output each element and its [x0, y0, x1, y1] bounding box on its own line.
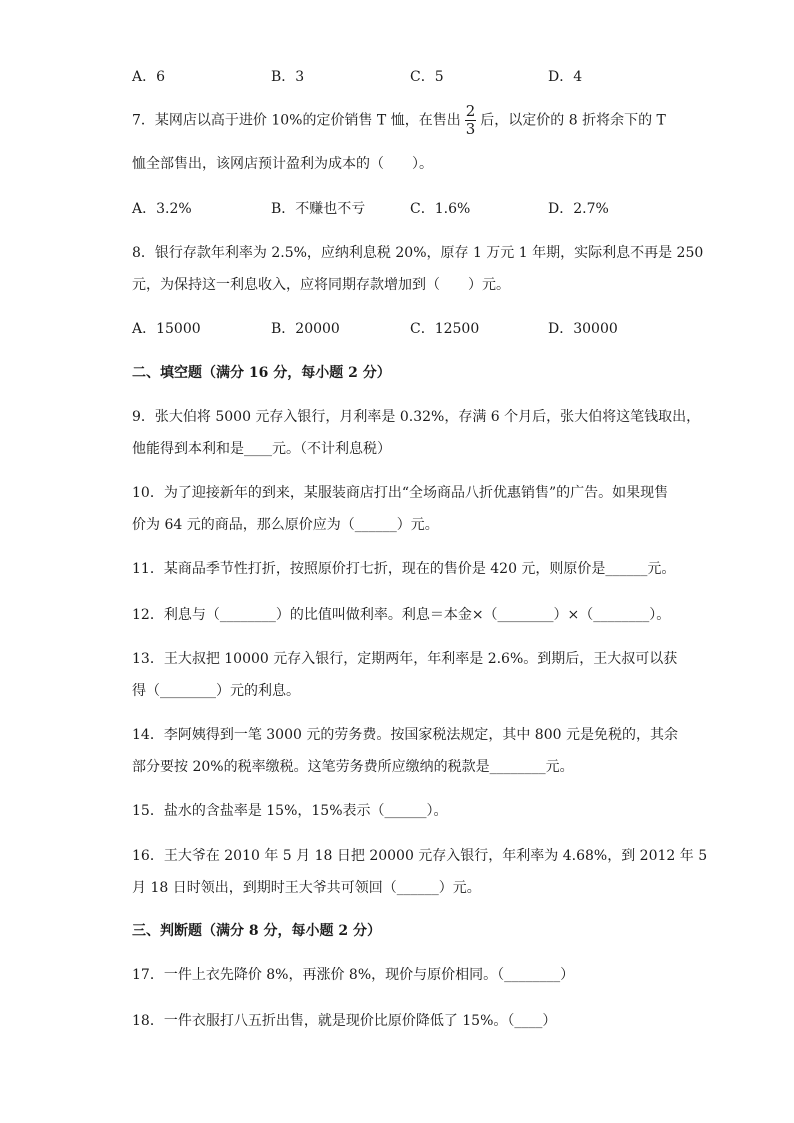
two-thirds-fraction — [465, 104, 477, 137]
q8-option-b: B．20000 — [271, 321, 340, 337]
q7-text-post: 后，以定价的 8 折将余下的 T — [480, 112, 666, 129]
q16-line1: 16．王大爷在 2010 年 5 月 18 日把 20000 元存入银行，年利率为 4.68%，到 2012 年 5 — [132, 848, 708, 864]
section-fill-in-heading: 二、填空题（满分 16 分，每小题 2 分） — [132, 365, 391, 381]
q7-line1 — [132, 104, 666, 137]
q14-line2: 部分要按 20%的税率缴税。这笔劳务费所应缴纳的税款是________元。 — [132, 759, 574, 775]
q14-line1: 14．李阿姨得到一笔 3000 元的劳务费。按国家税法规定，其中 800 元是免税的，其余 — [132, 727, 678, 743]
q8-option-a: A．15000 — [132, 321, 201, 337]
q10-line1: 10．为了迎接新年的到来，某服装商店打出“全场商品八折优惠销售”的广告。如果现售 — [132, 485, 669, 501]
section-true-false-heading: 三、判断题（满分 8 分，每小题 2 分） — [132, 923, 381, 939]
q7-text-pre: 7．某网店以高于进价 10%的定价销售 T 恤，在售出 — [132, 112, 461, 129]
q7-option-b: B．不赚也不亏 — [271, 201, 366, 217]
q8-option-c: C．12500 — [410, 321, 480, 337]
q8-line2: 元，为保持这一利息收入，应将同期存款增加到（ ）元。 — [132, 277, 510, 293]
q6-option-d: D．4 — [548, 69, 583, 85]
q8-option-d: D．30000 — [548, 321, 618, 337]
q16-line2: 月 18 日时领出，到期时王大爷共可领回（______）元。 — [132, 880, 481, 896]
fraction-numerator: 2 — [465, 102, 476, 120]
q9-line2: 他能得到本利和是____元。（不计利息税） — [132, 441, 391, 457]
q10-line2: 价为 64 元的商品，那么原价应为（______）元。 — [132, 517, 439, 533]
q18-line1: 18．一件衣服打八五折出售，就是现价比原价降低了 15%。（____） — [132, 1013, 557, 1029]
q7-option-d: D．2.7% — [548, 201, 609, 217]
q13-line2: 得（________）元的利息。 — [132, 683, 300, 699]
q6-option-a: A．6 — [132, 69, 166, 85]
q7-line2: 恤全部售出，该网店预计盈利为成本的（ ）。 — [132, 156, 433, 172]
q9-line1: 9．张大伯将 5000 元存入银行，月利率是 0.32%，存满 6 个月后，张大伯将这笔钱取出， — [132, 409, 701, 425]
q6-option-b: B．3 — [271, 69, 305, 85]
q11-line1: 11．某商品季节性打折，按照原价打七折，现在的售价是 420 元，则原价是______元。 — [132, 561, 676, 577]
q7-option-a: A．3.2% — [132, 201, 192, 217]
q13-line1: 13．王大叔把 10000 元存入银行，定期两年，年利率是 2.6%。到期后，王大叔可以获 — [132, 651, 678, 667]
q8-line1: 8．银行存款年利率为 2.5%，应纳利息税 20%，原存 1 万元 1 年期，实际利息不再是 250 — [132, 245, 704, 261]
q12-line1: 12．利息与（________）的比值叫做利率。利息＝本金×（________）×（________）。 — [132, 607, 671, 623]
q17-line1: 17．一件上衣先降价 8%，再涨价 8%，现价与原价相同。（________） — [132, 967, 575, 983]
q7-option-c: C．1.6% — [410, 201, 471, 217]
q15-line1: 15．盐水的含盐率是 15%，15%表示（______）。 — [132, 803, 448, 819]
fraction-denominator: 3 — [465, 120, 476, 138]
q6-option-c: C．5 — [410, 69, 444, 85]
